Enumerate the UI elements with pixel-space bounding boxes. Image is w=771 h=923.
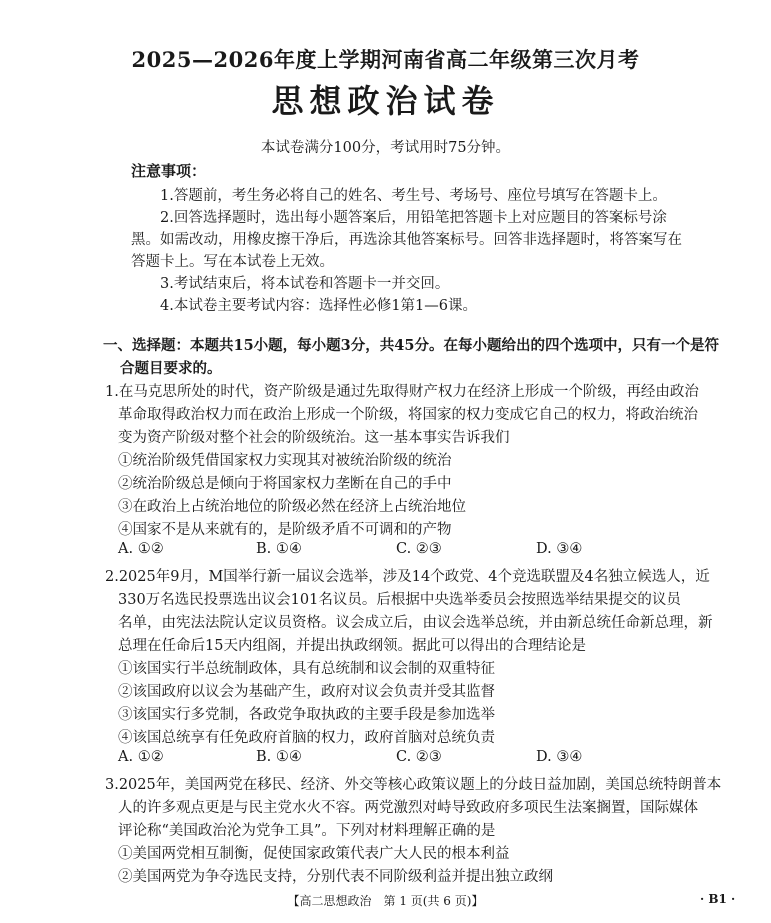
question-3-text-3: 评论称“美国政治沦为党争工具”。下列对材料理解正确的是 (118, 823, 496, 839)
question-3-text-2: 人的许多观点更是与民主党水火不容。两党激烈对峙导致政府多项民生法案搁置，国际媒体 (118, 800, 698, 816)
question-1-text-2: 革命取得政治权力而在政治上形成一个阶级，将国家的权力变成它自己的权力，将政治统治 (118, 407, 698, 423)
exam-title: 2025—2026年度上学期河南省高二年级第三次月考 (131, 47, 640, 72)
page-footer: 【高二思想政治 第 1 页(共 6 页)】 (287, 894, 484, 908)
exam-info: 本试卷满分100分，考试用时75分钟。 (260, 140, 511, 156)
question-1-option-c: C. ②③ (396, 541, 442, 557)
question-2-option-b: B. ①④ (256, 749, 302, 765)
question-1-statement-1: ①统治阶级凭借国家权力实现其对被统治阶级的统治 (118, 453, 452, 469)
question-1-option-d: D. ③④ (536, 541, 583, 557)
subject-title: 思想政治试卷 (271, 82, 500, 120)
question-3-text: 3.2025年，美国两党在移民、经济、外交等核心政策议题上的分歧日益加剧，美国总统特朗普本 (105, 777, 722, 793)
paper-code: · B1 · (700, 892, 736, 906)
question-1-statement-3: ③在政治上占统治地位的阶级必然在经济上占统治地位 (118, 499, 466, 515)
question-1-option-a: A. ①② (118, 541, 164, 557)
question-2-text-4: 总理在任命后15天内组阁，并提出执政纲领。据此可以得出的合理结论是 (118, 638, 586, 654)
question-2-option-a: A. ①② (118, 749, 164, 765)
question-2-statement-1: ①该国实行半总统制政体，具有总统制和议会制的双重特征 (118, 661, 495, 677)
question-2-text: 2.2025年9月，M国举行新一届议会选举，涉及14个政党、4个竞选联盟及4名独立候选人，近 (105, 569, 710, 585)
notice-item-1: 1.答题前，考生务必将自己的姓名、考生号、考场号、座位号填写在答题卡上。 (160, 188, 667, 204)
question-1-statement-4: ④国家不是从来就有的，是阶级矛盾不可调和的产物 (118, 522, 452, 538)
notice-item-4: 4.本试卷主要考试内容：选择性必修1第1—6课。 (160, 298, 478, 314)
notice-heading: 注意事项： (131, 162, 207, 180)
notice-item-2-cont: 黑。如需改动，用橡皮擦干净后，再选涂其他答案标号。回答非选择题时，将答案写在 (131, 232, 682, 248)
question-2-statement-4: ④该国总统享有任免政府首脑的权力，政府首脑对总统负责 (118, 730, 495, 746)
notice-item-3: 3.考试结束后，将本试卷和答题卡一并交回。 (160, 276, 450, 292)
question-1-option-b: B. ①④ (256, 541, 302, 557)
question-2-statement-3: ③该国实行多党制，各政党争取执政的主要手段是参加选举 (118, 707, 495, 723)
notice-item-2: 2.回答选择题时，选出每小题答案后，用铅笔把答题卡上对应题目的答案标号涂 (160, 210, 667, 226)
question-2-text-2: 330万名选民投票选出议会101名议员。后根据中央选举委员会按照选举结果提交的议员 (118, 592, 681, 608)
question-2-text-3: 名单，由宪法法院认定议员资格。议会成立后，由议会选举总统，并由新总统任命新总理，新 (118, 615, 713, 631)
question-3-statement-1: ①美国两党相互制衡，促使国家政策代表广大人民的根本利益 (118, 846, 510, 862)
question-2-option-d: D. ③④ (536, 749, 583, 765)
question-1-text: 1.在马克思所处的时代，资产阶级是通过先取得财产权力在经济上形成一个阶级，再经由政治 (105, 384, 699, 400)
notice-item-2-cont2: 答题卡上。写在本试卷上无效。 (131, 254, 334, 270)
section-heading-cont: 合题目要求的。 (120, 360, 222, 377)
question-2-option-c: C. ②③ (396, 749, 442, 765)
question-1-text-3: 变为资产阶级对整个社会的阶级统治。这一基本事实告诉我们 (118, 430, 510, 446)
question-1-statement-2: ②统治阶级总是倾向于将国家权力垄断在自己的手中 (118, 476, 452, 492)
question-2-statement-2: ②该国政府以议会为基础产生，政府对议会负责并受其监督 (118, 684, 495, 700)
question-3-statement-2: ②美国两党为争夺选民支持，分别代表不同阶级利益并提出独立政纲 (118, 869, 553, 885)
section-heading: 一、选择题：本题共15小题，每小题3分，共45分。在每小题给出的四个选项中，只有一个是符 (103, 337, 719, 354)
